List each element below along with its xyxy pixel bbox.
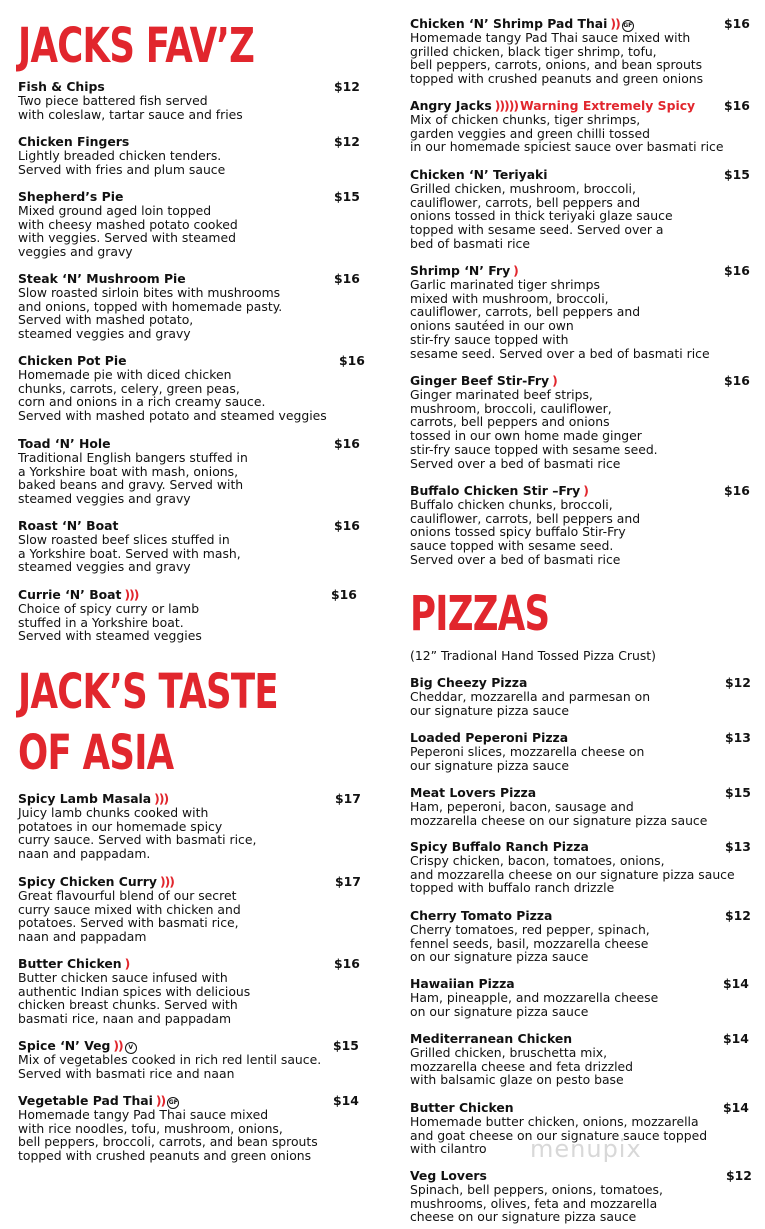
menu-item-header [18,588,358,602]
menu-item-price: $16 [334,956,360,971]
menu-item-price: $14 [723,1100,749,1115]
menu-item-name: Fish & Chips [18,79,105,94]
menu-item-name: Cherry Tomato Pizza [410,908,553,923]
menu-item-price: $17 [335,874,361,889]
menu-item-description: Slow roasted sirloin bites with mushrooms and onions, topped with homemade pasty. Served with mashed potato, steamed veggies and gravy [18,285,283,342]
menu-item-name: Chicken Pot Pie [18,353,127,368]
menu-item-header [18,874,361,889]
menu-item-description: Choice of spicy curry or lamb stuffed in a Yorkshire boat. Served with steamed veggies [18,601,202,644]
menu-item-price: $16 [334,436,360,451]
menu-item-price: $16 [724,373,750,388]
menu-item-header [410,676,750,690]
menu-item [18,80,358,121]
menu-item-name: Currie ‘N’ Boat [18,587,122,602]
menu-item [410,840,750,895]
section-title-jacks-favz: JACKS FAV’Z [18,18,255,74]
spicy-warning: Warning Extremely Spicy [520,98,696,113]
menu-item-name: Spicy Lamb Masala [18,791,152,806]
menu-item-header [410,168,750,182]
menu-item-header [410,1032,750,1046]
menu-item-price: $15 [334,189,360,204]
menu-item-name: Big Cheezy Pizza [410,675,528,690]
menu-item [410,786,750,827]
menu-item [18,874,361,945]
menu-item-price: $16 [339,353,365,368]
spice-level-icon: ) [124,956,130,971]
menu-item [410,977,750,1018]
section-title-pizzas: PIZZAS [410,586,550,642]
menu-item-description: Lightly breaded chicken tenders. Served with fries and plum sauce [18,148,226,177]
menu-item-header [18,519,358,533]
menu-item-name: Vegetable Pad Thai [18,1093,153,1108]
menu-item-header [410,99,750,113]
gluten-free-badge-icon: GF [167,1097,179,1109]
menu-item-description: Homemade pie with diced chicken chunks, carrots, celery, green peas, corn and onions in a rich creamy sauce. Served with mashed potato and steamed veggies [18,367,327,424]
menu-item-header [410,374,750,388]
menu-item-header [410,977,750,991]
menu-item-name: Veg Lovers [410,1168,487,1183]
menu-item-header [410,1169,750,1183]
menu-item-header [18,1039,358,1053]
menu-item-name: Butter Chicken [18,956,122,971]
vegetarian-badge-icon: V [125,1042,137,1054]
menu-item [18,957,358,1026]
menu-item-name: Loaded Peperoni Pizza [410,730,569,745]
menu-item-name: Roast ‘N’ Boat [18,518,119,533]
menu-item-description: Homemade butter chicken, onions, mozzarella and goat cheese on our signature sauce topped with cilantro [410,1114,708,1157]
menu-item-header [410,17,750,31]
menu-item [410,17,750,86]
spice-level-icon: ))) [124,587,139,602]
watermark-logo: menupix [530,1135,642,1163]
menu-item-description: Ginger marinated beef strips, mushroom, broccoli, cauliflower, carrots, bell peppers and onions tossed in our own home made ginger stir-fry sauce topped with sesame seed. Served over a bed of basmati rice [410,387,658,471]
menu-item-header [18,437,358,451]
menu-item-description: Cheddar, mozzarella and parmesan on our signature pizza sauce [410,689,651,718]
menu-item-name: Mediterranean Chicken [410,1031,573,1046]
menu-item-description: Slow roasted beef slices stuffed in a Yorkshire boat. Served with mash, steamed veggies and gravy [18,532,241,575]
menu-item-description: Grilled chicken, mushroom, broccoli, cauliflower, carrots, bell peppers and onions tossed in thick teriyaki glaze sauce topped with sesame seed. Served over a bed of basmati rice [410,181,673,251]
menu-item-price: $14 [333,1093,359,1108]
menu-item-price: $16 [724,98,750,113]
menu-item-description: Peperoni slices, mozzarella cheese on our signature pizza sauce [410,744,645,773]
menu-item-name: Hawaiian Pizza [410,976,515,991]
menu-item [410,909,750,964]
section-title-taste-of-asia-line1: JACK’S TASTE [18,664,278,720]
menu-item-name: Chicken ‘N’ Shrimp Pad Thai [410,16,608,31]
menu-item [18,353,365,424]
menu-item-name: Steak ‘N’ Mushroom Pie [18,271,186,286]
menu-item-price: $17 [335,791,361,806]
menu-item-description: Two piece battered fish served with coleslaw, tartar sauce and fries [18,93,243,122]
menu-item-price: $16 [334,271,360,286]
menu-item-header [18,272,358,286]
menu-item-name: Chicken Fingers [18,134,130,149]
menu-item [410,1169,750,1224]
menu-item-description: Homemade tangy Pad Thai sauce mixed with grilled chicken, black tiger shrimp, tofu, bell peppers, carrots, onions, and bean sprouts topped with crushed peanuts and green onions [410,30,704,87]
menu-item-description: Homemade tangy Pad Thai sauce mixed with rice noodles, tofu, mushroom, onions, bell peppers, broccoli, carrots, and bean sprouts topped with crushed peanuts and green onions [18,1107,318,1164]
menu-item [18,1094,358,1163]
spice-level-icon: ) [513,263,518,278]
menu-item [18,190,358,259]
spice-level-icon: )) [610,16,620,31]
menu-item-description: Grilled chicken, bruschetta mix, mozzarella cheese and feta drizzled with balsamic glaze on pesto base [410,1045,634,1088]
menu-item-price: $16 [724,483,750,498]
spice-level-icon: )) [155,1093,166,1108]
menu-item-price: $15 [724,167,750,182]
menu-item-header [18,353,365,368]
menu-item-name: Spicy Chicken Curry [18,874,157,889]
menu-item-name: Chicken ‘N’ Teriyaki [410,167,548,182]
spice-level-icon: )) [113,1038,123,1053]
menu-item-description: Mixed ground aged loin topped with cheesy mashed potato cooked with veggies. Served with steamed veggies and gravy [18,203,238,260]
menu-item-price: $12 [334,134,360,149]
spice-level-icon: ) [552,373,557,388]
menu-item-description: Spinach, bell peppers, onions, tomatoes, mushrooms, olives, feta and mozzarella cheese on our signature pizza sauce [410,1182,663,1225]
menu-item-price: $12 [726,1168,752,1183]
menu-item-description: Juicy lamb chunks cooked with potatoes in our homemade spicy curry sauce. Served with basmati rice, naan and pappadam. [18,805,257,862]
spice-level-icon: ))) [159,874,174,889]
menu-item [18,272,358,341]
menu-item-header [18,135,358,149]
menu-item-description: Ham, pineapple, and mozzarella cheese on our signature pizza sauce [410,990,659,1019]
menu-item-price: $16 [724,263,750,278]
menu-item-header [18,80,358,94]
menu-item-header [18,1094,358,1108]
menu-item-name: Toad ‘N’ Hole [18,436,111,451]
menu-item-header [410,840,750,854]
menu-item-description: Buffalo chicken chunks, broccoli, cauliflower, carrots, bell peppers and onions tossed spicy buffalo Stir-Fry sauce topped with sesame seed. Served over a bed of basmati rice [410,497,641,567]
menu-item [410,676,750,717]
menu-item [18,1039,358,1080]
menu-item-price: $12 [725,908,751,923]
menu-item-header [410,264,750,278]
menu-item-name: Buffalo Chicken Stir –Fry [410,483,581,498]
menu-item-price: $12 [334,79,360,94]
menu-item [18,519,358,574]
spice-level-icon: ))))) [494,98,519,113]
spice-level-icon: ))) [154,791,169,806]
menu-item [410,1032,750,1087]
menu-item [410,484,750,567]
menu-item-description: Mix of vegetables cooked in rich red lentil sauce. Served with basmati rice and naan [18,1052,322,1081]
menu-item-description: Ham, peperoni, bacon, sausage and mozzarella cheese on our signature pizza sauce [410,799,708,828]
section-title-taste-of-asia-line2: OF ASIA [18,725,174,781]
menu-item [18,437,358,506]
menu-item-header [18,957,358,971]
menu-item-description: Traditional English bangers stuffed in a Yorkshire boat with mash, onions, baked beans and gravy. Served with steamed veggies and gravy [18,450,248,507]
menu-item-price: $14 [723,1031,749,1046]
menu-item-price: $15 [333,1038,359,1053]
menu-item-description: Garlic marinated tiger shrimps mixed with mushroom, broccoli, cauliflower, carrots, bell peppers and onions sautéed in our own stir-fry sauce topped with sesame seed. Served over a bed of basmati rice [410,277,710,361]
menu-item [410,374,750,470]
gluten-free-badge-icon: GF [622,20,634,32]
menu-item-header [18,791,361,806]
menu-item-header [410,731,750,745]
menu-item-header [18,190,358,204]
menu-item-name: Spicy Buffalo Ranch Pizza [410,839,589,854]
menu-item-header [410,1101,750,1115]
menu-item-name: Spice ‘N’ Veg [18,1038,111,1053]
pizzas-subtitle: (12” Tradional Hand Tossed Pizza Crust) [410,648,656,663]
menu-item-price: $14 [723,976,749,991]
menu-item [18,135,358,176]
menu-item-description: Mix of chicken chunks, tiger shrimps, garden veggies and green chilli tossed in our homemade spiciest sauce over basmati rice [410,112,724,155]
menu-item-price: $16 [724,16,750,31]
menu-item-name: Butter Chicken [410,1100,514,1115]
menu-item-price: $16 [331,587,357,602]
menu-item-description: Cherry tomatoes, red pepper, spinach, fennel seeds, basil, mozzarella cheese on our signature pizza sauce [410,922,650,965]
spice-level-icon: ) [583,483,588,498]
menu-item-description: Great flavourful blend of our secret curry sauce mixed with chicken and potatoes. Served with basmati rice, naan and pappadam [18,888,241,945]
menu-item-price: $13 [725,730,751,745]
menu-item [410,168,750,251]
menu-item [410,264,750,360]
menu-item-price: $12 [725,675,751,690]
menu-item-name: Shrimp ‘N’ Fry [410,263,511,278]
menu-item-name: Meat Lovers Pizza [410,785,537,800]
menu-item-header [410,909,750,923]
menu-item [18,588,358,643]
menu-item-price: $16 [334,518,360,533]
menu-item-price: $13 [725,839,751,854]
menu-item-name: Ginger Beef Stir-Fry [410,373,550,388]
menu-item-name: Angry Jacks [410,98,492,113]
menu-item-name: Shepherd’s Pie [18,189,124,204]
menu-item-price: $15 [725,785,751,800]
menu-item [410,99,750,154]
menu-item [18,791,361,862]
menu-item-description: Butter chicken sauce infused with authentic Indian spices with delicious chicken breast chunks. Served with basmati rice, naan and pappadam [18,970,251,1027]
menu-item [410,731,750,772]
menu-item-header [410,484,750,498]
menu-item-header [410,786,750,800]
menu-item-description: Crispy chicken, bacon, tomatoes, onions, and mozzarella cheese on our signature pizza sauce topped with buffalo ranch drizzle [410,853,735,896]
